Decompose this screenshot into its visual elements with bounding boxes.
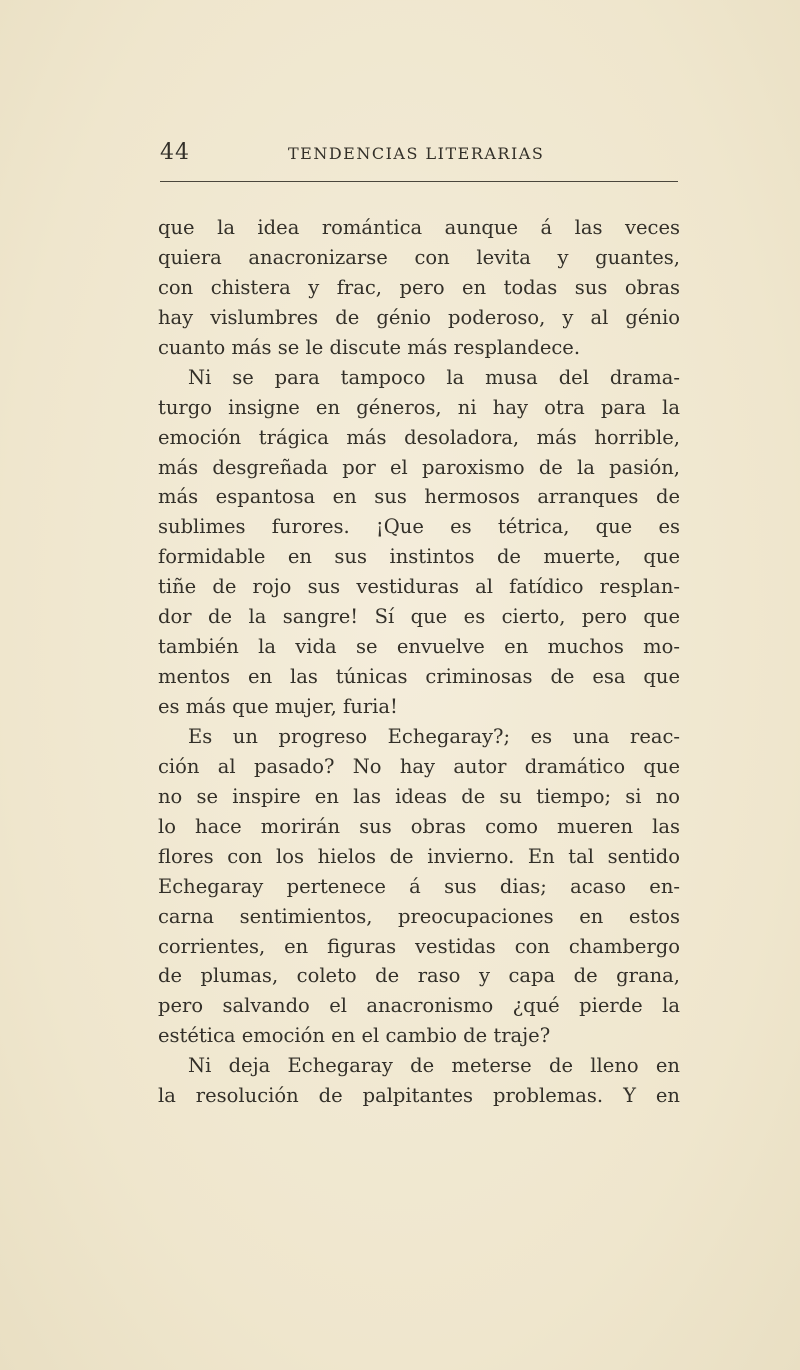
text-line: no se inspire en las ideas de su tiempo; si no: [158, 784, 680, 808]
text-line: ción al pasado? No hay autor dramático que: [158, 754, 680, 778]
text-line: hay vislumbres de génio poderoso, y al génio: [158, 305, 680, 329]
text-line: formidable en sus instintos de muerte, que: [158, 545, 680, 569]
text-line: más desgreñada por el paroxismo de la pasión,: [158, 455, 680, 479]
page-header: [160, 140, 678, 170]
text-line: más espantosa en sus hermosos arranques de: [158, 485, 680, 509]
text-line: quiera anacronizarse con levita y guantes,: [158, 245, 680, 269]
text-line: es más que mujer, furia!: [158, 695, 398, 718]
header-rule: [160, 181, 678, 182]
text-line: tiñe de rojo sus vestiduras al fatídico resplan-: [158, 575, 680, 599]
text-line: Ni se para tampoco la musa del drama-: [188, 365, 680, 389]
text-line: carna sentimientos, preocupaciones en estos: [158, 904, 680, 928]
text-line: con chistera y frac, pero en todas sus obras: [158, 275, 680, 299]
running-title: TENDENCIAS LITERARIAS: [288, 144, 545, 163]
text-line: Echegaray pertenece á sus dias; acaso en-: [158, 874, 680, 898]
text-line: turgo insigne en géneros, ni hay otra para la: [158, 395, 680, 419]
text-line: emoción trágica más desoladora, más horrible,: [158, 425, 680, 449]
text-line: Ni deja Echegaray de meterse de lleno en: [188, 1054, 680, 1078]
text-line: sublimes furores. ¡Que es tétrica, que es: [158, 515, 680, 539]
text-line: dor de la sangre! Sí que es cierto, pero que: [158, 605, 680, 629]
text-line: Es un progreso Echegaray?; es una reac-: [188, 724, 680, 748]
text-line: corrientes, en figuras vestidas con chambergo: [158, 934, 680, 958]
text-line: pero salvando el anacronismo ¿qué pierde la: [158, 994, 680, 1018]
text-line: también la vida se envuelve en muchos mo-: [158, 635, 680, 659]
text-line: estética emoción en el cambio de traje?: [158, 1024, 551, 1048]
text-line: que la idea romántica aunque á las veces: [158, 216, 680, 239]
body-text: [158, 213, 680, 1111]
text-line: mentos en las túnicas criminosas de esa que: [158, 665, 680, 689]
text-line: lo hace morirán sus obras como mueren las: [158, 814, 680, 838]
text-line: cuanto más se le discute más resplandece.: [158, 335, 581, 359]
page-number: 44: [160, 140, 190, 165]
text-line: la resolución de palpitantes problemas. Y en: [158, 1084, 680, 1108]
text-line: de plumas, coleto de raso y capa de grana,: [158, 964, 680, 988]
text-line: flores con los hielos de invierno. En tal sentido: [158, 844, 680, 868]
